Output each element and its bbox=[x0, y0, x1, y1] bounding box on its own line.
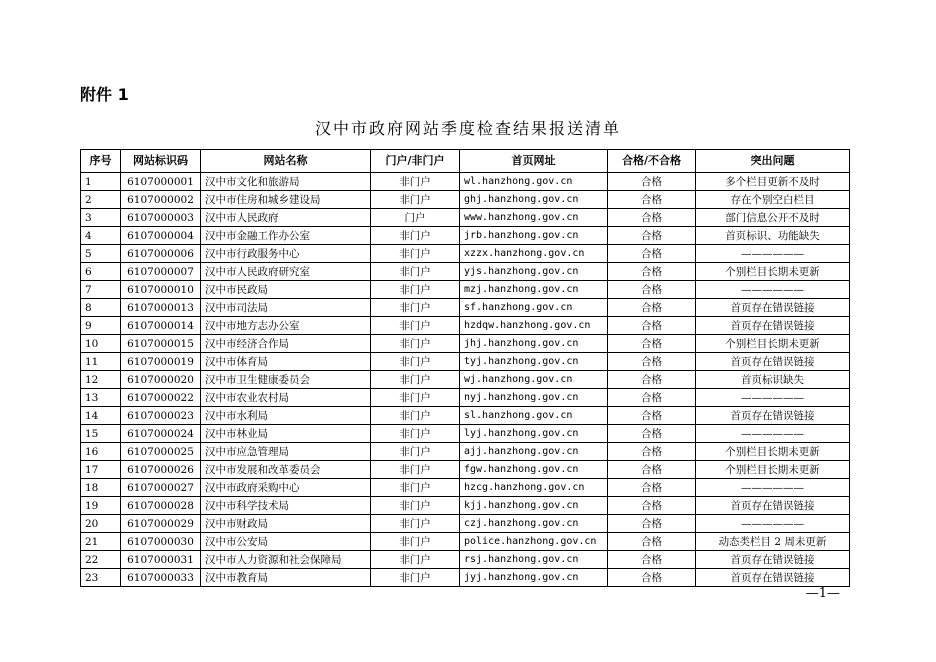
table-row bbox=[81, 515, 850, 533]
cell-issue: 首页存在错误链接 bbox=[696, 407, 850, 425]
cell-site-name: 汉中市金融工作办公室 bbox=[201, 227, 371, 245]
cell-homepage-url: wl.hanzhong.gov.cn bbox=[460, 173, 608, 191]
table-row bbox=[81, 479, 850, 497]
cell-site-name: 汉中市经济合作局 bbox=[201, 335, 371, 353]
cell-site-name: 汉中市教育局 bbox=[201, 569, 371, 587]
cell-portal-type: 非门户 bbox=[371, 353, 460, 371]
cell-site-name: 汉中市人民政府 bbox=[201, 209, 371, 227]
cell-result: 合格 bbox=[608, 335, 696, 353]
cell-seq: 5 bbox=[81, 245, 121, 263]
table-row bbox=[81, 191, 850, 209]
table-row bbox=[81, 299, 850, 317]
cell-site-name: 汉中市卫生健康委员会 bbox=[201, 371, 371, 389]
cell-issue: —————— bbox=[696, 245, 850, 263]
table-row bbox=[81, 335, 850, 353]
cell-site-id: 6107000023 bbox=[121, 407, 201, 425]
cell-site-id: 6107000014 bbox=[121, 317, 201, 335]
cell-issue: 动态类栏目 2 周未更新 bbox=[696, 533, 850, 551]
cell-site-id: 6107000033 bbox=[121, 569, 201, 587]
cell-homepage-url: hzdqw.hanzhong.gov.cn bbox=[460, 317, 608, 335]
cell-issue: 首页标识、功能缺失 bbox=[696, 227, 850, 245]
cell-portal-type: 非门户 bbox=[371, 515, 460, 533]
cell-result: 合格 bbox=[608, 425, 696, 443]
cell-site-id: 6107000030 bbox=[121, 533, 201, 551]
cell-result: 合格 bbox=[608, 299, 696, 317]
cell-result: 合格 bbox=[608, 497, 696, 515]
cell-site-name: 汉中市公安局 bbox=[201, 533, 371, 551]
cell-homepage-url: xzzx.hanzhong.gov.cn bbox=[460, 245, 608, 263]
column-header-site-id: 网站标识码 bbox=[121, 150, 201, 173]
cell-portal-type: 非门户 bbox=[371, 389, 460, 407]
table-row bbox=[81, 245, 850, 263]
cell-homepage-url: sf.hanzhong.gov.cn bbox=[460, 299, 608, 317]
cell-site-name: 汉中市体育局 bbox=[201, 353, 371, 371]
cell-seq: 4 bbox=[81, 227, 121, 245]
table-row bbox=[81, 353, 850, 371]
cell-seq: 8 bbox=[81, 299, 121, 317]
cell-homepage-url: ajj.hanzhong.gov.cn bbox=[460, 443, 608, 461]
cell-portal-type: 非门户 bbox=[371, 533, 460, 551]
cell-portal-type: 非门户 bbox=[371, 245, 460, 263]
cell-site-id: 6107000025 bbox=[121, 443, 201, 461]
cell-homepage-url: hzcg.hanzhong.gov.cn bbox=[460, 479, 608, 497]
table-row bbox=[81, 551, 850, 569]
cell-seq: 20 bbox=[81, 515, 121, 533]
cell-issue: 部门信息公开不及时 bbox=[696, 209, 850, 227]
cell-issue: 首页标识缺失 bbox=[696, 371, 850, 389]
cell-site-name: 汉中市住房和城乡建设局 bbox=[201, 191, 371, 209]
cell-site-id: 6107000031 bbox=[121, 551, 201, 569]
cell-issue: —————— bbox=[696, 389, 850, 407]
cell-site-name: 汉中市发展和改革委员会 bbox=[201, 461, 371, 479]
cell-site-id: 6107000022 bbox=[121, 389, 201, 407]
cell-homepage-url: lyj.hanzhong.gov.cn bbox=[460, 425, 608, 443]
cell-seq: 3 bbox=[81, 209, 121, 227]
cell-homepage-url: www.hanzhong.gov.cn bbox=[460, 209, 608, 227]
cell-homepage-url: jhj.hanzhong.gov.cn bbox=[460, 335, 608, 353]
attachment-label: 附件 1 bbox=[80, 85, 129, 104]
cell-portal-type: 非门户 bbox=[371, 263, 460, 281]
cell-portal-type: 非门户 bbox=[371, 191, 460, 209]
cell-result: 合格 bbox=[608, 389, 696, 407]
cell-portal-type: 非门户 bbox=[371, 569, 460, 587]
cell-homepage-url: kjj.hanzhong.gov.cn bbox=[460, 497, 608, 515]
cell-site-name: 汉中市政府采购中心 bbox=[201, 479, 371, 497]
cell-seq: 10 bbox=[81, 335, 121, 353]
cell-homepage-url: nyj.hanzhong.gov.cn bbox=[460, 389, 608, 407]
cell-homepage-url: sl.hanzhong.gov.cn bbox=[460, 407, 608, 425]
cell-seq: 16 bbox=[81, 443, 121, 461]
table-row bbox=[81, 389, 850, 407]
cell-issue: 首页存在错误链接 bbox=[696, 569, 850, 587]
cell-seq: 14 bbox=[81, 407, 121, 425]
table-row bbox=[81, 317, 850, 335]
cell-result: 合格 bbox=[608, 443, 696, 461]
cell-site-id: 6107000013 bbox=[121, 299, 201, 317]
cell-portal-type: 非门户 bbox=[371, 407, 460, 425]
cell-result: 合格 bbox=[608, 515, 696, 533]
cell-issue: —————— bbox=[696, 281, 850, 299]
cell-site-name: 汉中市人力资源和社会保障局 bbox=[201, 551, 371, 569]
table-row bbox=[81, 227, 850, 245]
cell-seq: 13 bbox=[81, 389, 121, 407]
cell-result: 合格 bbox=[608, 551, 696, 569]
cell-portal-type: 非门户 bbox=[371, 227, 460, 245]
cell-issue: —————— bbox=[696, 515, 850, 533]
cell-seq: 12 bbox=[81, 371, 121, 389]
cell-seq: 22 bbox=[81, 551, 121, 569]
cell-portal-type: 非门户 bbox=[371, 443, 460, 461]
table-row bbox=[81, 209, 850, 227]
cell-result: 合格 bbox=[608, 533, 696, 551]
table-row bbox=[81, 497, 850, 515]
cell-site-id: 6107000024 bbox=[121, 425, 201, 443]
cell-site-name: 汉中市行政服务中心 bbox=[201, 245, 371, 263]
cell-homepage-url: police.hanzhong.gov.cn bbox=[460, 533, 608, 551]
table-row bbox=[81, 263, 850, 281]
cell-portal-type: 非门户 bbox=[371, 299, 460, 317]
cell-seq: 7 bbox=[81, 281, 121, 299]
cell-issue: —————— bbox=[696, 479, 850, 497]
cell-issue: 首页存在错误链接 bbox=[696, 497, 850, 515]
cell-result: 合格 bbox=[608, 209, 696, 227]
table-body bbox=[81, 173, 850, 587]
table-row bbox=[81, 281, 850, 299]
cell-result: 合格 bbox=[608, 245, 696, 263]
column-header-site-name: 网站名称 bbox=[201, 150, 371, 173]
column-header-seq: 序号 bbox=[81, 150, 121, 173]
table-header-row bbox=[81, 150, 850, 173]
cell-result: 合格 bbox=[608, 317, 696, 335]
cell-portal-type: 门户 bbox=[371, 209, 460, 227]
column-header-result: 合格/不合格 bbox=[608, 150, 696, 173]
cell-homepage-url: czj.hanzhong.gov.cn bbox=[460, 515, 608, 533]
cell-homepage-url: fgw.hanzhong.gov.cn bbox=[460, 461, 608, 479]
cell-site-id: 6107000026 bbox=[121, 461, 201, 479]
cell-homepage-url: tyj.hanzhong.gov.cn bbox=[460, 353, 608, 371]
column-header-homepage-url: 首页网址 bbox=[460, 150, 608, 173]
cell-site-id: 6107000028 bbox=[121, 497, 201, 515]
cell-seq: 23 bbox=[81, 569, 121, 587]
cell-portal-type: 非门户 bbox=[371, 371, 460, 389]
cell-homepage-url: jyj.hanzhong.gov.cn bbox=[460, 569, 608, 587]
table-row bbox=[81, 569, 850, 587]
cell-portal-type: 非门户 bbox=[371, 317, 460, 335]
cell-seq: 9 bbox=[81, 317, 121, 335]
cell-issue: 个别栏目长期未更新 bbox=[696, 443, 850, 461]
cell-site-id: 6107000004 bbox=[121, 227, 201, 245]
cell-portal-type: 非门户 bbox=[371, 335, 460, 353]
cell-site-id: 6107000020 bbox=[121, 371, 201, 389]
cell-seq: 21 bbox=[81, 533, 121, 551]
cell-homepage-url: jrb.hanzhong.gov.cn bbox=[460, 227, 608, 245]
cell-site-name: 汉中市水利局 bbox=[201, 407, 371, 425]
cell-seq: 6 bbox=[81, 263, 121, 281]
cell-result: 合格 bbox=[608, 281, 696, 299]
cell-site-name: 汉中市文化和旅游局 bbox=[201, 173, 371, 191]
cell-site-id: 6107000027 bbox=[121, 479, 201, 497]
cell-portal-type: 非门户 bbox=[371, 479, 460, 497]
report-table bbox=[80, 149, 850, 587]
cell-seq: 17 bbox=[81, 461, 121, 479]
cell-portal-type: 非门户 bbox=[371, 173, 460, 191]
cell-result: 合格 bbox=[608, 371, 696, 389]
cell-result: 合格 bbox=[608, 407, 696, 425]
cell-result: 合格 bbox=[608, 569, 696, 587]
cell-portal-type: 非门户 bbox=[371, 497, 460, 515]
table-row bbox=[81, 407, 850, 425]
cell-result: 合格 bbox=[608, 173, 696, 191]
cell-site-name: 汉中市应急管理局 bbox=[201, 443, 371, 461]
cell-site-name: 汉中市科学技术局 bbox=[201, 497, 371, 515]
cell-seq: 15 bbox=[81, 425, 121, 443]
cell-result: 合格 bbox=[608, 227, 696, 245]
document-title: 汉中市政府网站季度检查结果报送清单 bbox=[314, 119, 621, 138]
cell-portal-type: 非门户 bbox=[371, 461, 460, 479]
cell-homepage-url: wj.hanzhong.gov.cn bbox=[460, 371, 608, 389]
cell-site-id: 6107000010 bbox=[121, 281, 201, 299]
cell-site-name: 汉中市民政局 bbox=[201, 281, 371, 299]
cell-site-id: 6107000015 bbox=[121, 335, 201, 353]
cell-issue: 多个栏目更新不及时 bbox=[696, 173, 850, 191]
cell-seq: 11 bbox=[81, 353, 121, 371]
cell-homepage-url: mzj.hanzhong.gov.cn bbox=[460, 281, 608, 299]
table-row bbox=[81, 461, 850, 479]
table-row bbox=[81, 173, 850, 191]
cell-site-id: 6107000029 bbox=[121, 515, 201, 533]
cell-seq: 18 bbox=[81, 479, 121, 497]
table-row bbox=[81, 533, 850, 551]
cell-site-id: 6107000002 bbox=[121, 191, 201, 209]
page-number: —1— bbox=[805, 586, 840, 601]
cell-result: 合格 bbox=[608, 263, 696, 281]
cell-homepage-url: ghj.hanzhong.gov.cn bbox=[460, 191, 608, 209]
cell-issue: 首页存在错误链接 bbox=[696, 317, 850, 335]
table-row bbox=[81, 425, 850, 443]
cell-site-name: 汉中市司法局 bbox=[201, 299, 371, 317]
cell-portal-type: 非门户 bbox=[371, 551, 460, 569]
cell-result: 合格 bbox=[608, 353, 696, 371]
cell-issue: 首页存在错误链接 bbox=[696, 299, 850, 317]
cell-site-id: 6107000006 bbox=[121, 245, 201, 263]
cell-issue: 首页存在错误链接 bbox=[696, 353, 850, 371]
cell-portal-type: 非门户 bbox=[371, 281, 460, 299]
cell-site-name: 汉中市地方志办公室 bbox=[201, 317, 371, 335]
cell-result: 合格 bbox=[608, 461, 696, 479]
column-header-portal-type: 门户/非门户 bbox=[371, 150, 460, 173]
cell-issue: —————— bbox=[696, 425, 850, 443]
cell-seq: 19 bbox=[81, 497, 121, 515]
cell-site-name: 汉中市人民政府研究室 bbox=[201, 263, 371, 281]
cell-site-id: 6107000019 bbox=[121, 353, 201, 371]
cell-site-name: 汉中市农业农村局 bbox=[201, 389, 371, 407]
cell-issue: 首页存在错误链接 bbox=[696, 551, 850, 569]
cell-result: 合格 bbox=[608, 479, 696, 497]
cell-result: 合格 bbox=[608, 191, 696, 209]
cell-issue: 个别栏目长期未更新 bbox=[696, 335, 850, 353]
cell-issue: 个别栏目长期未更新 bbox=[696, 461, 850, 479]
cell-site-name: 汉中市财政局 bbox=[201, 515, 371, 533]
cell-portal-type: 非门户 bbox=[371, 425, 460, 443]
cell-site-id: 6107000001 bbox=[121, 173, 201, 191]
table-row bbox=[81, 443, 850, 461]
table-row bbox=[81, 371, 850, 389]
cell-site-name: 汉中市林业局 bbox=[201, 425, 371, 443]
cell-issue: 个别栏目长期未更新 bbox=[696, 263, 850, 281]
cell-site-id: 6107000007 bbox=[121, 263, 201, 281]
cell-homepage-url: yjs.hanzhong.gov.cn bbox=[460, 263, 608, 281]
cell-seq: 2 bbox=[81, 191, 121, 209]
cell-homepage-url: rsj.hanzhong.gov.cn bbox=[460, 551, 608, 569]
cell-site-id: 6107000003 bbox=[121, 209, 201, 227]
cell-issue: 存在个别空白栏目 bbox=[696, 191, 850, 209]
column-header-issue: 突出问题 bbox=[696, 150, 850, 173]
cell-seq: 1 bbox=[81, 173, 121, 191]
